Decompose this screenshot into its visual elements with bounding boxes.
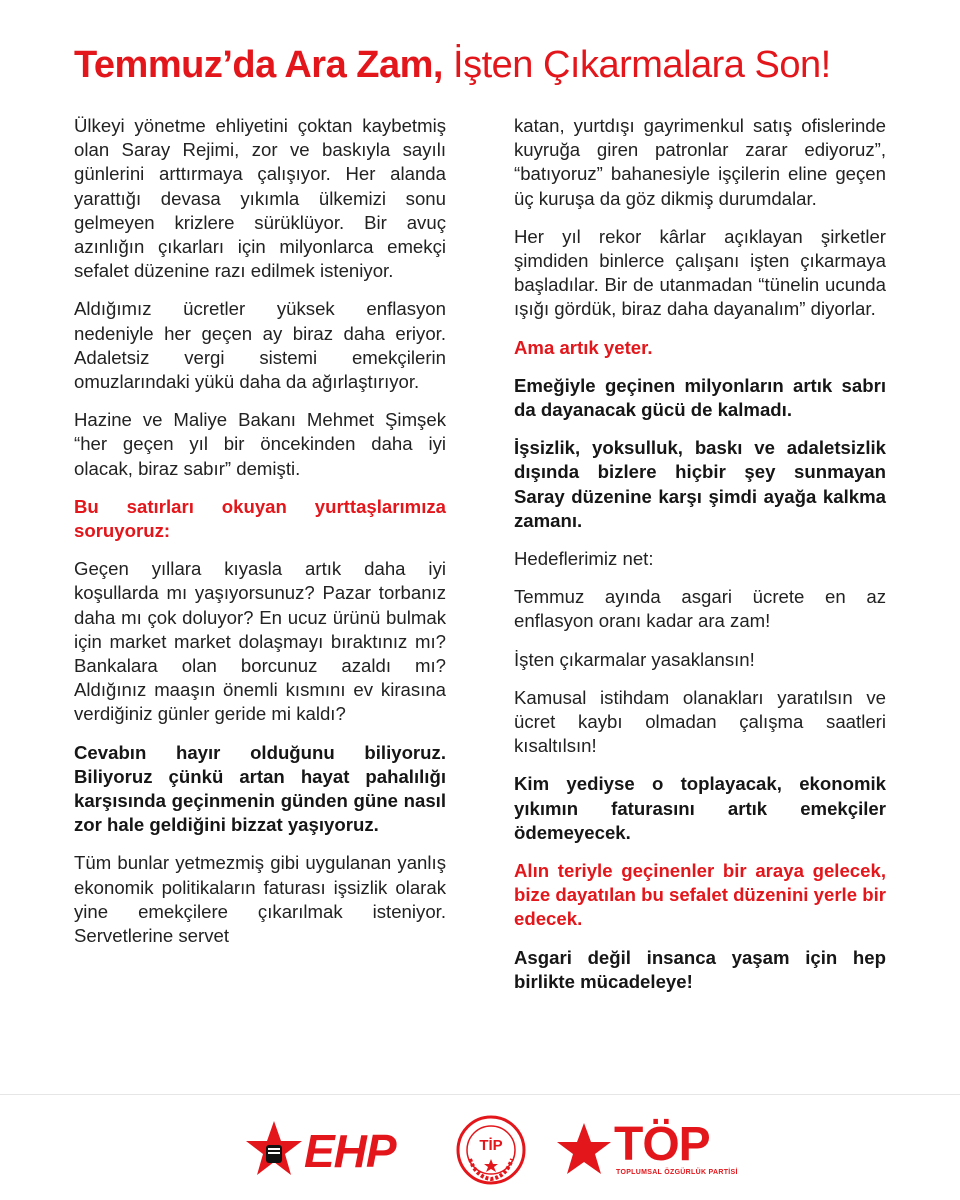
- title-bold-part: Temmuz’da Ara Zam,: [74, 44, 443, 86]
- paragraph: Hedeflerimiz net:: [514, 548, 654, 570]
- paragraph-highlight: Alın teriyle geçinenler bir araya gelecek, bize dayatılan bu sefalet düzenini yerle bir edecek.: [514, 860, 886, 930]
- top-logo: [556, 1118, 738, 1185]
- ehp-wordmark: EHP: [304, 1125, 396, 1177]
- paragraph-bold: Cevabın hayır olduğunu biliyoruz. Biliyoruz çünkü artan hayat pahalılığı karşısında geçinmenin günden güne nasıl zor hale geldiğini bizzat yaşıyoruz.: [74, 741, 446, 836]
- paragraph: Kamusal istihdam olanakları yaratılsın ve ücret kaybı olmadan çalışma saatleri kısaltılsın!: [514, 686, 886, 757]
- star-icon: [556, 1119, 612, 1179]
- paragraph-bold: İşsizlik, yoksulluk, baskı ve adaletsizlik dışında bizlere hiçbir şey sunmayan Saray düzenine karşı şimdi ayağa kalkma zamanı.: [514, 437, 886, 531]
- paragraph: Tüm bunlar yetmezmiş gibi uygulanan yanlış ekonomik politikaların faturası işsizlik olarak yine emekçilere çıkarılmak isteniyor. Servetlerine servet: [74, 852, 446, 947]
- title-light-part: İşten Çıkarmalara Son!: [453, 44, 831, 86]
- paragraph-bold: Emeğiyle geçinen milyonların artık sabrı da dayanacak gücü de kalmadı.: [514, 374, 886, 421]
- paragraph: katan, yurtdışı gayrimenkul satış ofislerinde kuyruğa giren patronlar zarar ediyoruz”, “batıyoruz” bahanesiyle işçilerin eline geçen üç kuruşa da göz dikmiş durumdalar.: [514, 115, 886, 209]
- paragraph-bold: Asgari değil insanca yaşam için hep birlikte mücadeleye!: [514, 946, 886, 992]
- paragraph-bold: Kim yediyse o toplayacak, ekonomik yıkımın faturasını artık emekçiler ödemeyecek.: [514, 773, 886, 843]
- left-column: [74, 114, 446, 962]
- paragraph: Aldığımız ücretler yüksek enflasyon nedeniyle her geçen ay biraz daha eriyor. Adaletsiz vergi sistemi emekçilerin omuzlarındaki yükü daha da ağırlaştırıyor.: [74, 298, 446, 393]
- paragraph-highlight: Bu satırları okuyan yurttaşlarımıza soruyoruz:: [74, 495, 446, 542]
- paragraph: İşten çıkarmalar yasaklansın!: [514, 648, 755, 670]
- tip-wordmark: TİP: [479, 1137, 503, 1154]
- star-fist-icon: [246, 1119, 306, 1183]
- page-title: [74, 40, 894, 90]
- paragraph: Ülkeyi yönetme ehliyetini çoktan kaybetmiş olan Saray Rejimi, zor ve baskıyla sayılı günlerini arttırmaya çalışıyor. Her alanda yarattığı devasa yıkımla ülkemizi sonu gelmeyen krizlere sürüklüyor. Bir avuç azınlığın çıkarları için milyonlarca emekçi sefalet düzenine razı edilmek isteniyor.: [74, 115, 446, 282]
- right-column: [514, 114, 886, 1008]
- tip-logo: [456, 1115, 526, 1185]
- top-wordmark: TÖP: [614, 1118, 710, 1171]
- paragraph: Her yıl rekor kârlar açıklayan şirketler şimdiden binlerce çalışanı işten çıkarmaya başladılar. Bir de utanmadan “tünelin ucunda ışığı gördük, biraz daha dayanalım” diyorlar.: [514, 225, 886, 320]
- top-subtitle: TOPLUMSAL ÖZGÜRLÜK PARTİSİ: [616, 1169, 738, 1176]
- paragraph: Hazine ve Maliye Bakanı Mehmet Şimşek “her geçen yıl bir öncekinden daha iyi olacak, biraz sabır” demişti.: [74, 409, 446, 479]
- paragraph-highlight: Ama artık yeter.: [514, 336, 653, 358]
- ehp-logo: [246, 1119, 426, 1183]
- paragraph: Geçen yıllara kıyasla artık daha iyi koşullarda mı yaşıyorsunuz? Pazar torbanız daha mı çok doluyor? En ucuz ürünü bulmak için market market dolaşmayı bıraktınız mı? Bankalara olan borcunuz azaldı mı? Aldığınız maaşın önemli kısmını ev kirasına verdiğiniz günler geride mi kaldı?: [74, 558, 446, 725]
- footer-logos: [0, 1095, 960, 1200]
- paragraph: Temmuz ayında asgari ücrete en az enflasyon oranı kadar ara zam!: [514, 586, 886, 632]
